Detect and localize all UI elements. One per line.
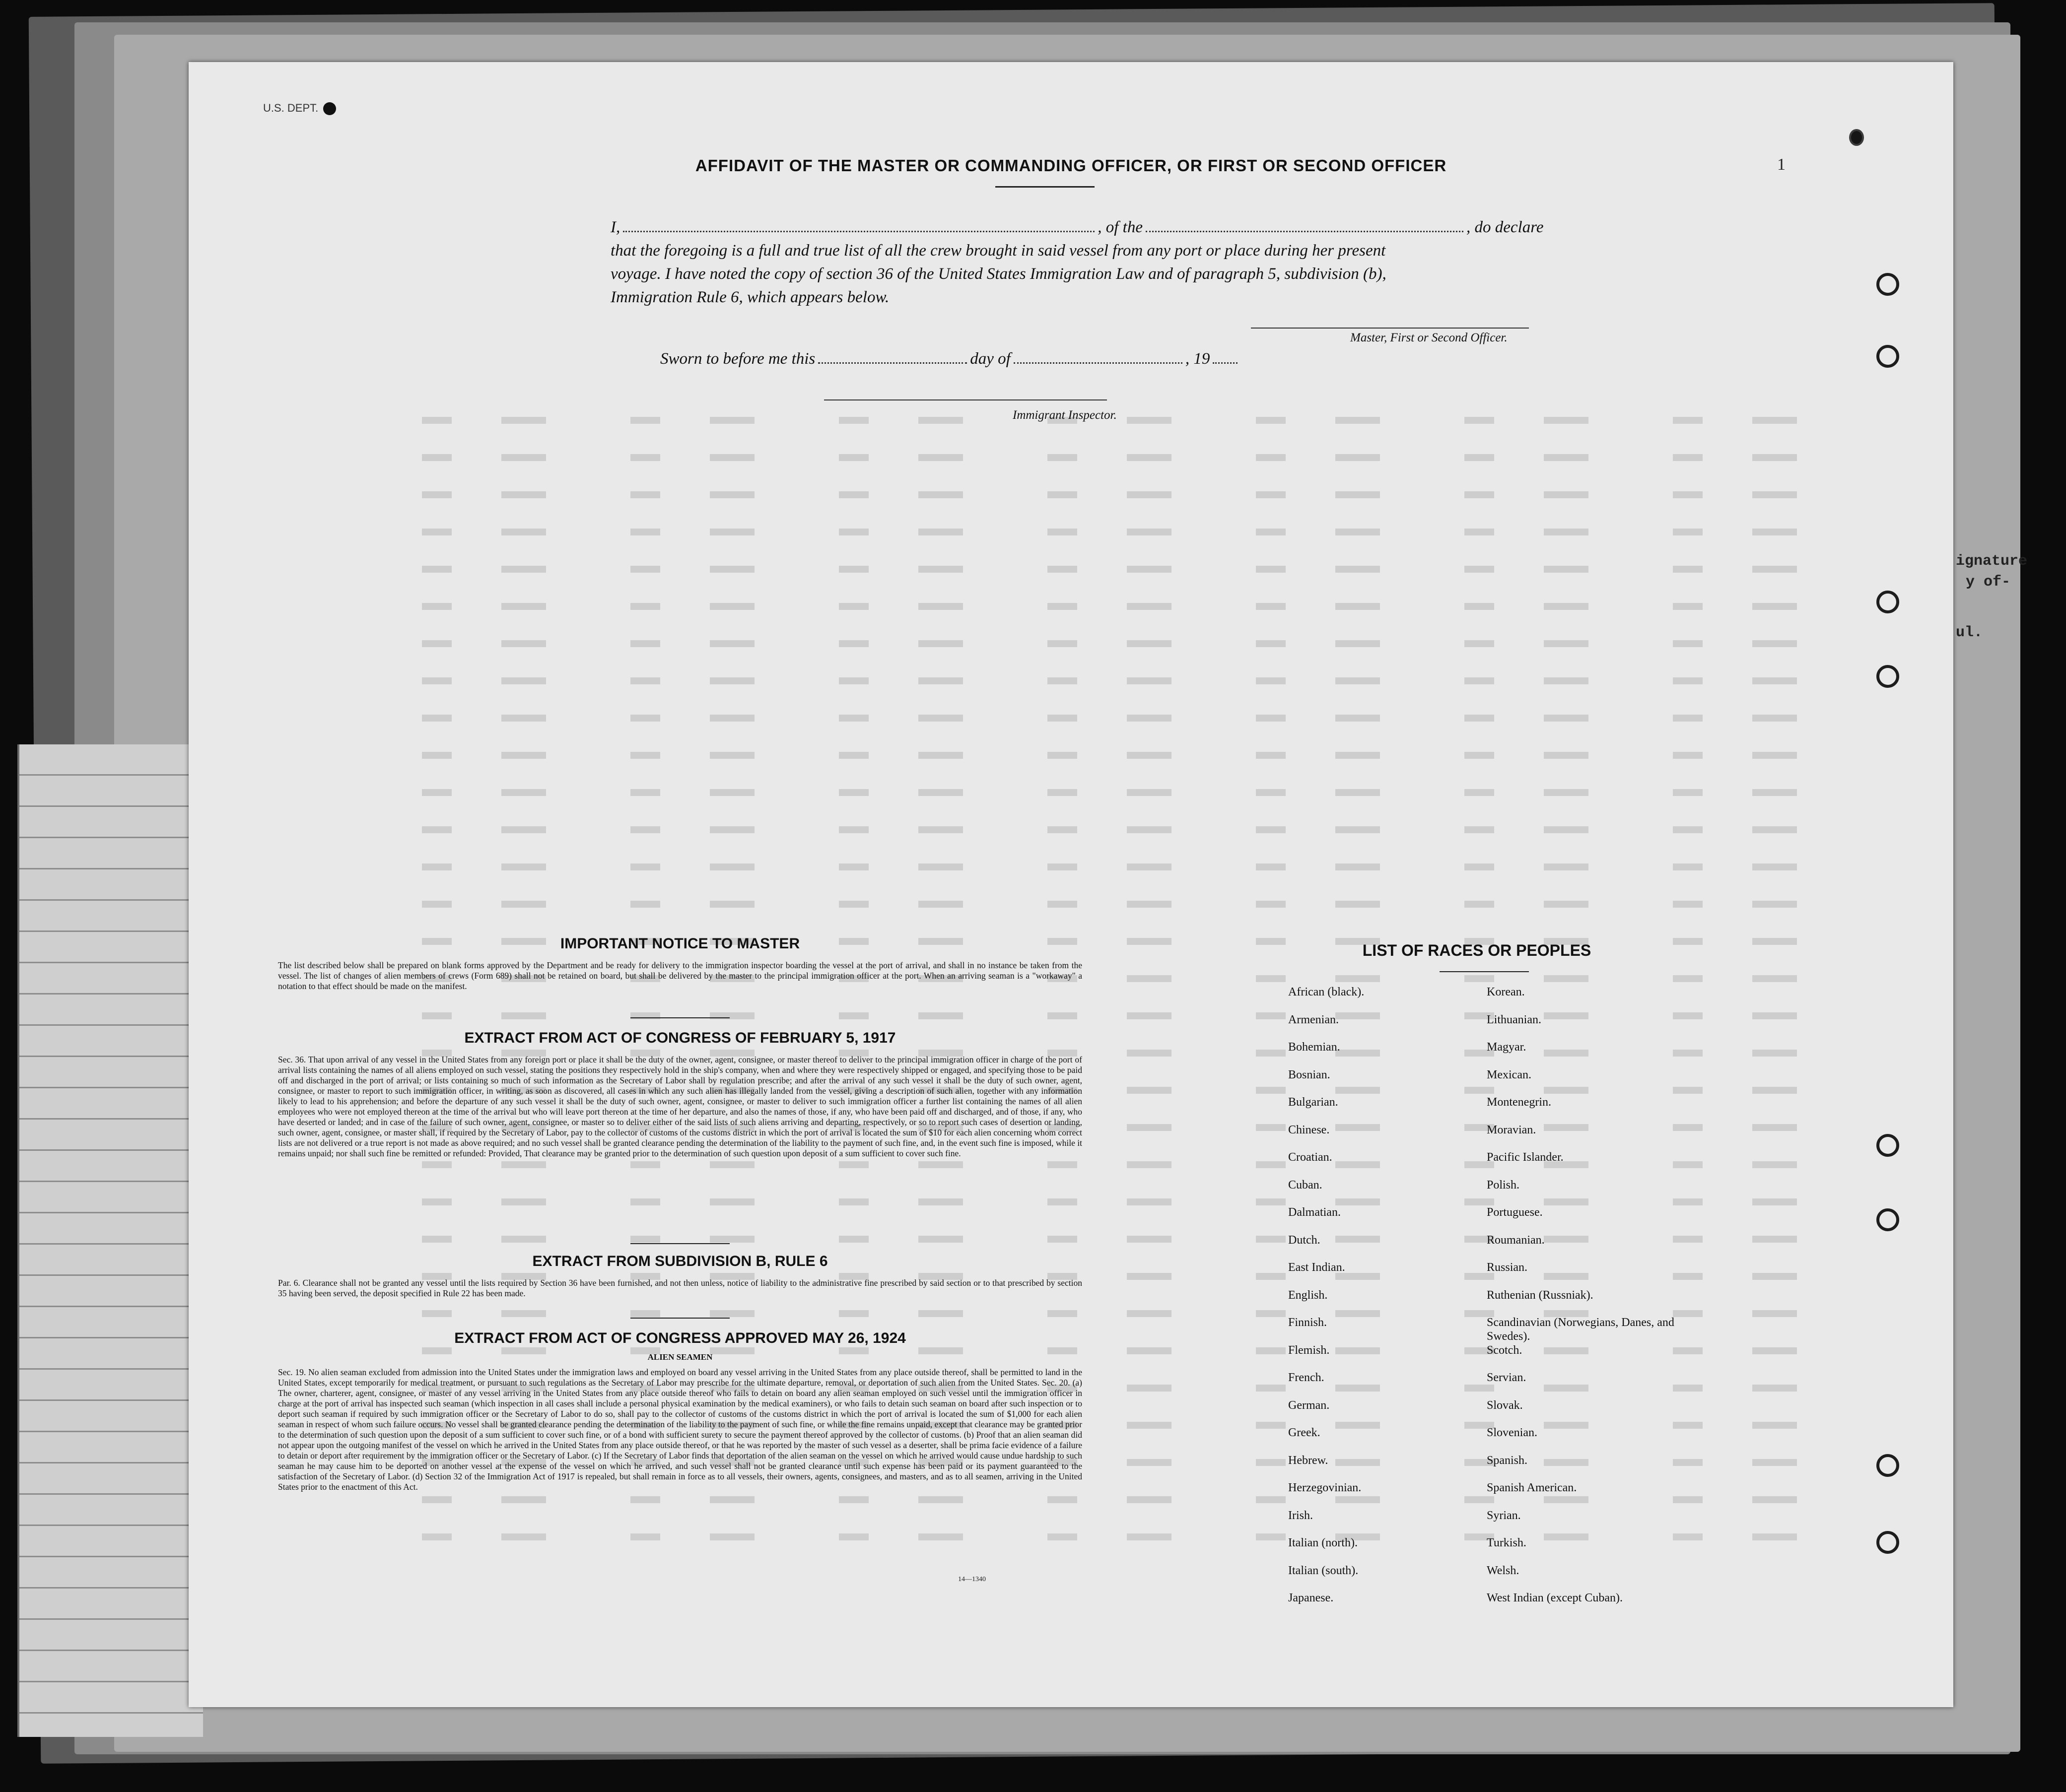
page-number: 1: [1777, 155, 1786, 174]
race-item: Finnish.: [1288, 1316, 1327, 1329]
race-item: Slovak.: [1487, 1398, 1523, 1412]
divider: [630, 1243, 730, 1244]
underlying-text-right: ignature y of- ul.: [1956, 553, 2028, 641]
binder-ring: [1876, 1531, 1899, 1554]
race-item: Chinese.: [1288, 1123, 1330, 1136]
punch-hole: [1849, 129, 1864, 146]
binder-ring: [1876, 665, 1899, 688]
signature-line: [1251, 328, 1529, 329]
race-item: Flemish.: [1288, 1343, 1330, 1357]
extract-1917-title: EXTRACT FROM ACT OF CONGRESS OF FEBRUARY 5, 1917: [464, 1030, 896, 1046]
race-item: Portuguese.: [1487, 1206, 1543, 1219]
race-item: Servian.: [1487, 1371, 1526, 1384]
race-item: Scotch.: [1487, 1343, 1522, 1357]
divider: [630, 1017, 730, 1018]
department-stamp: U.S. DEPT.: [263, 102, 336, 115]
race-item: Polish.: [1487, 1178, 1520, 1192]
race-item: Roumanian.: [1487, 1233, 1545, 1247]
race-item: Hebrew.: [1288, 1454, 1328, 1467]
title-rule: [995, 186, 1095, 188]
binder-ring: [1876, 1134, 1899, 1157]
race-item: Ruthenian (Russniak).: [1487, 1288, 1593, 1302]
race-item: Spanish.: [1487, 1454, 1528, 1467]
race-item: Greek.: [1288, 1426, 1320, 1439]
binder-ring: [1876, 345, 1899, 368]
race-item: German.: [1288, 1398, 1330, 1412]
race-item: Irish.: [1288, 1509, 1313, 1522]
extract-rule6-text: Par. 6. Clearance shall not be granted any vessel until the lists required by Section 36 have been furnished, and not then unless, notice of liability to the administrative fine prescribed by said section or to that prescribed by section 35 having been served, the deposit specified in Rule 22 has been made.: [278, 1278, 1082, 1298]
race-item: Magyar.: [1487, 1041, 1526, 1054]
race-item: Welsh.: [1487, 1564, 1519, 1577]
form-sheet: [189, 62, 1953, 1707]
races-title-rule: [1440, 971, 1529, 972]
extract-rule6-title: EXTRACT FROM SUBDIVISION B, RULE 6: [532, 1253, 828, 1269]
declaration-line-2: that the foregoing is a full and true list of all the crew brought in said vessel from any port or place during her present: [611, 242, 1386, 260]
race-item: French.: [1288, 1371, 1324, 1384]
race-item: Turkish.: [1487, 1536, 1526, 1549]
race-item: Spanish American.: [1487, 1481, 1577, 1494]
race-item: Italian (south).: [1288, 1564, 1359, 1577]
race-item: Italian (north).: [1288, 1536, 1358, 1549]
race-item: Bosnian.: [1288, 1068, 1330, 1081]
extract-1924-title: EXTRACT FROM ACT OF CONGRESS APPROVED MAY 26, 1924: [454, 1330, 906, 1346]
race-item: East Indian.: [1288, 1261, 1345, 1274]
extract-1924-subtitle: ALIEN SEAMEN: [647, 1352, 713, 1362]
races-right-column: [1487, 985, 1695, 1619]
signature-label: Master, First or Second Officer.: [1350, 331, 1508, 344]
race-item: Cuban.: [1288, 1178, 1322, 1192]
race-item: Armenian.: [1288, 1013, 1339, 1026]
race-item: Croatian.: [1288, 1151, 1332, 1164]
name-field-line: [623, 230, 1095, 232]
notice-title: IMPORTANT NOTICE TO MASTER: [560, 935, 800, 952]
race-item: Dalmatian.: [1288, 1206, 1341, 1219]
declaration-line-4: Immigration Rule 6, which appears below.: [611, 288, 890, 306]
vessel-field-line: [1146, 230, 1463, 232]
race-item: Lithuanian.: [1487, 1013, 1541, 1026]
race-item: Pacific Islander.: [1487, 1151, 1564, 1164]
race-item: West Indian (except Cuban).: [1487, 1592, 1623, 1604]
stamp-mark: [323, 102, 336, 115]
race-item: Mexican.: [1487, 1068, 1531, 1081]
binder-ring: [1876, 591, 1899, 613]
extract-1917-text: Sec. 36. That upon arrival of any vessel in the United States from any foreign port or place it shall be the duty of the owner, agent, consignee, or master thereof to deliver to the principal immigration officer in charge of the port of arrival lists containing the names of all aliens employed on such vessel, stating the positions they respectively hold in the ship's company, when and where they were respectively shipped or engaged, and specifying those to be paid off and discharged in the port of arrival; or lists containing so much of such information as the Secretary of Labor shall by regulation prescribe; and after the arrival of any such vessel it shall be the duty of such owner, agent, consignee, or master to report to such immigration officer, in writing, as soon as discovered, all cases in which any such alien has illegally landed from the vessel, giving a description of such alien, together with any information likely to lead to his apprehension; and before the departure of any such vessel it shall be the duty of such owner, agent, consignee, or master to deliver to such immigration officer a further list containing the names of all alien employees who were not employed thereon at the time of the arrival but who will leave port thereon at the time of her departure, and also the names of those, if any, who have been paid off and discharged, and of those, if any, who have deserted or landed; and in case of the failure of such owner, agent, consignee, or master so to deliver either of the said lists of such aliens arriving and departing, respectively, or so to report such cases of desertion or landing, such owner, agent, consignee, or master shall, if required by the Secretary of Labor, pay to the collector of customs of the customs district in which the port of arrival is located the sum of $10 for each alien concerning whom correct lists are not delivered or a true report is not made as above required; and no such vessel shall be granted clearance pending the determination of the liability to the payment of such fine, and, in the event such fine is imposed, while it remains unpaid; nor shall such fine be remitted or refunded: Provided, That clearance may be granted prior to the determination of such question upon deposit of a sum sufficient to cover such fine.: [278, 1055, 1082, 1158]
binder-ring: [1876, 1454, 1899, 1477]
race-item: Japanese.: [1288, 1592, 1334, 1604]
declaration-line-3: voyage. I have noted the copy of section 36 of the United States Immigration Law and of paragraph 5, subdivision (b),: [611, 265, 1386, 283]
race-item: Bulgarian.: [1288, 1096, 1338, 1109]
binder-ring: [1876, 273, 1899, 296]
sworn-line: Sworn to before me this day of , 19: [660, 350, 1240, 368]
race-item: Scandinavian (Norwegians, Danes, and Swedes).: [1487, 1316, 1674, 1343]
race-item: African (black).: [1288, 986, 1365, 998]
sworn-day-line: [818, 362, 967, 364]
notice-text: The list described below shall be prepared on blank forms approved by the Department and be ready for delivery to the immigration inspector boarding the vessel at the port of arrival, and shall in no instance be taken from the vessel. The list of changes of alien members of crews (Form 689) shall not be retained on board, but shall be delivered by the master to the principal immigration officer at the port. When an arriving seaman is a "workaway" a notation to that effect should be made on the manifest.: [278, 960, 1082, 991]
race-item: Herzegovinian.: [1288, 1481, 1362, 1494]
race-item: English.: [1288, 1288, 1328, 1302]
sworn-month-line: [1014, 362, 1182, 364]
inspector-line: [824, 399, 1107, 400]
sworn-year-line: [1213, 362, 1238, 364]
race-item: Dutch.: [1288, 1233, 1320, 1247]
race-item: Montenegrin.: [1487, 1096, 1551, 1109]
race-item: Slovenian.: [1487, 1426, 1537, 1439]
affidavit-title: AFFIDAVIT OF THE MASTER OR COMMANDING OFFICER, OR FIRST OR SECOND OFFICER: [695, 156, 1447, 175]
race-item: Syrian.: [1487, 1509, 1521, 1522]
race-item: Korean.: [1487, 986, 1525, 998]
race-item: Russian.: [1487, 1261, 1528, 1274]
races-title: LIST OF RACES OR PEOPLES: [1362, 941, 1591, 959]
ruled-sheet-edge: [17, 744, 203, 1737]
extract-1924-text: Sec. 19. No alien seaman excluded from admission into the United States under the immigration laws and employed on board any vessel arriving in the United States from any place outside thereof, shall be permitted to land in the United States, except temporarily for medical treatment, or pursuant to such regulations as the Secretary of Labor may prescribe for the ultimate departure, removal, or deportation of such alien from the United States. Sec. 20. (a) The owner, charterer, agent, consignee, or master of any vessel arriving in the United States from any place outside thereof who fails to detain on board any alien seaman employed on such vessel until the immigration officer in charge at the port of arrival has inspected such seaman (which inspection in all cases shall include a personal physical examination by the medical examiners), or who fails to detain such seaman on board after such inspection or to deport such seaman if required by such immigration officer or the Secretary of Labor to do so, shall pay to the collector of customs of the customs district in which the port of arrival is located the sum of $1,000 for each alien seaman in respect of whom such failure occurs. No vessel shall be granted clearance pending the determination of the liability to the payment of such fine, or while the fine remains unpaid, except that clearance may be granted prior to the determination of such question upon the deposit of a sum sufficient to cover such fine, or of a bond with sufficient surety to secure the payment thereof approved by the collector of customs. (b) Proof that an alien seaman did not appear upon the outgoing manifest of the vessel on which he arrived in the United States from any place outside thereof, or that he was reported by the master of such vessel as a deserter, shall be prima facie evidence of a failure to detain or deport after requirement by the immigration officer or the Secretary of Labor. (c) If the Secretary of Labor finds that deportation of the alien seaman on the vessel on which he arrived would cause undue hardship to such seaman he may cause him to be deported on another vessel at the expense of the vessel on which he arrived, and such vessel shall not be granted clearance until such expense has been paid or its payment guaranteed to the satisfaction of the Secretary of Labor. (d) Section 32 of the Immigration Act of 1917 is repealed, but shall remain in force as to all vessels, their owners, agents, consignees, and masters, and as to all seamen, arriving in the United States prior to the enactment of this Act.: [278, 1367, 1082, 1492]
divider: [630, 1318, 730, 1319]
races-left-column: [1288, 985, 1477, 1619]
inspector-label: Immigrant Inspector.: [1013, 408, 1117, 422]
declaration-line-1: I, , of the , do declare: [611, 218, 1544, 236]
binder-ring: [1876, 1208, 1899, 1231]
race-item: Bohemian.: [1288, 1041, 1340, 1054]
form-number: 14—1340: [958, 1576, 986, 1583]
race-item: Moravian.: [1487, 1123, 1536, 1136]
